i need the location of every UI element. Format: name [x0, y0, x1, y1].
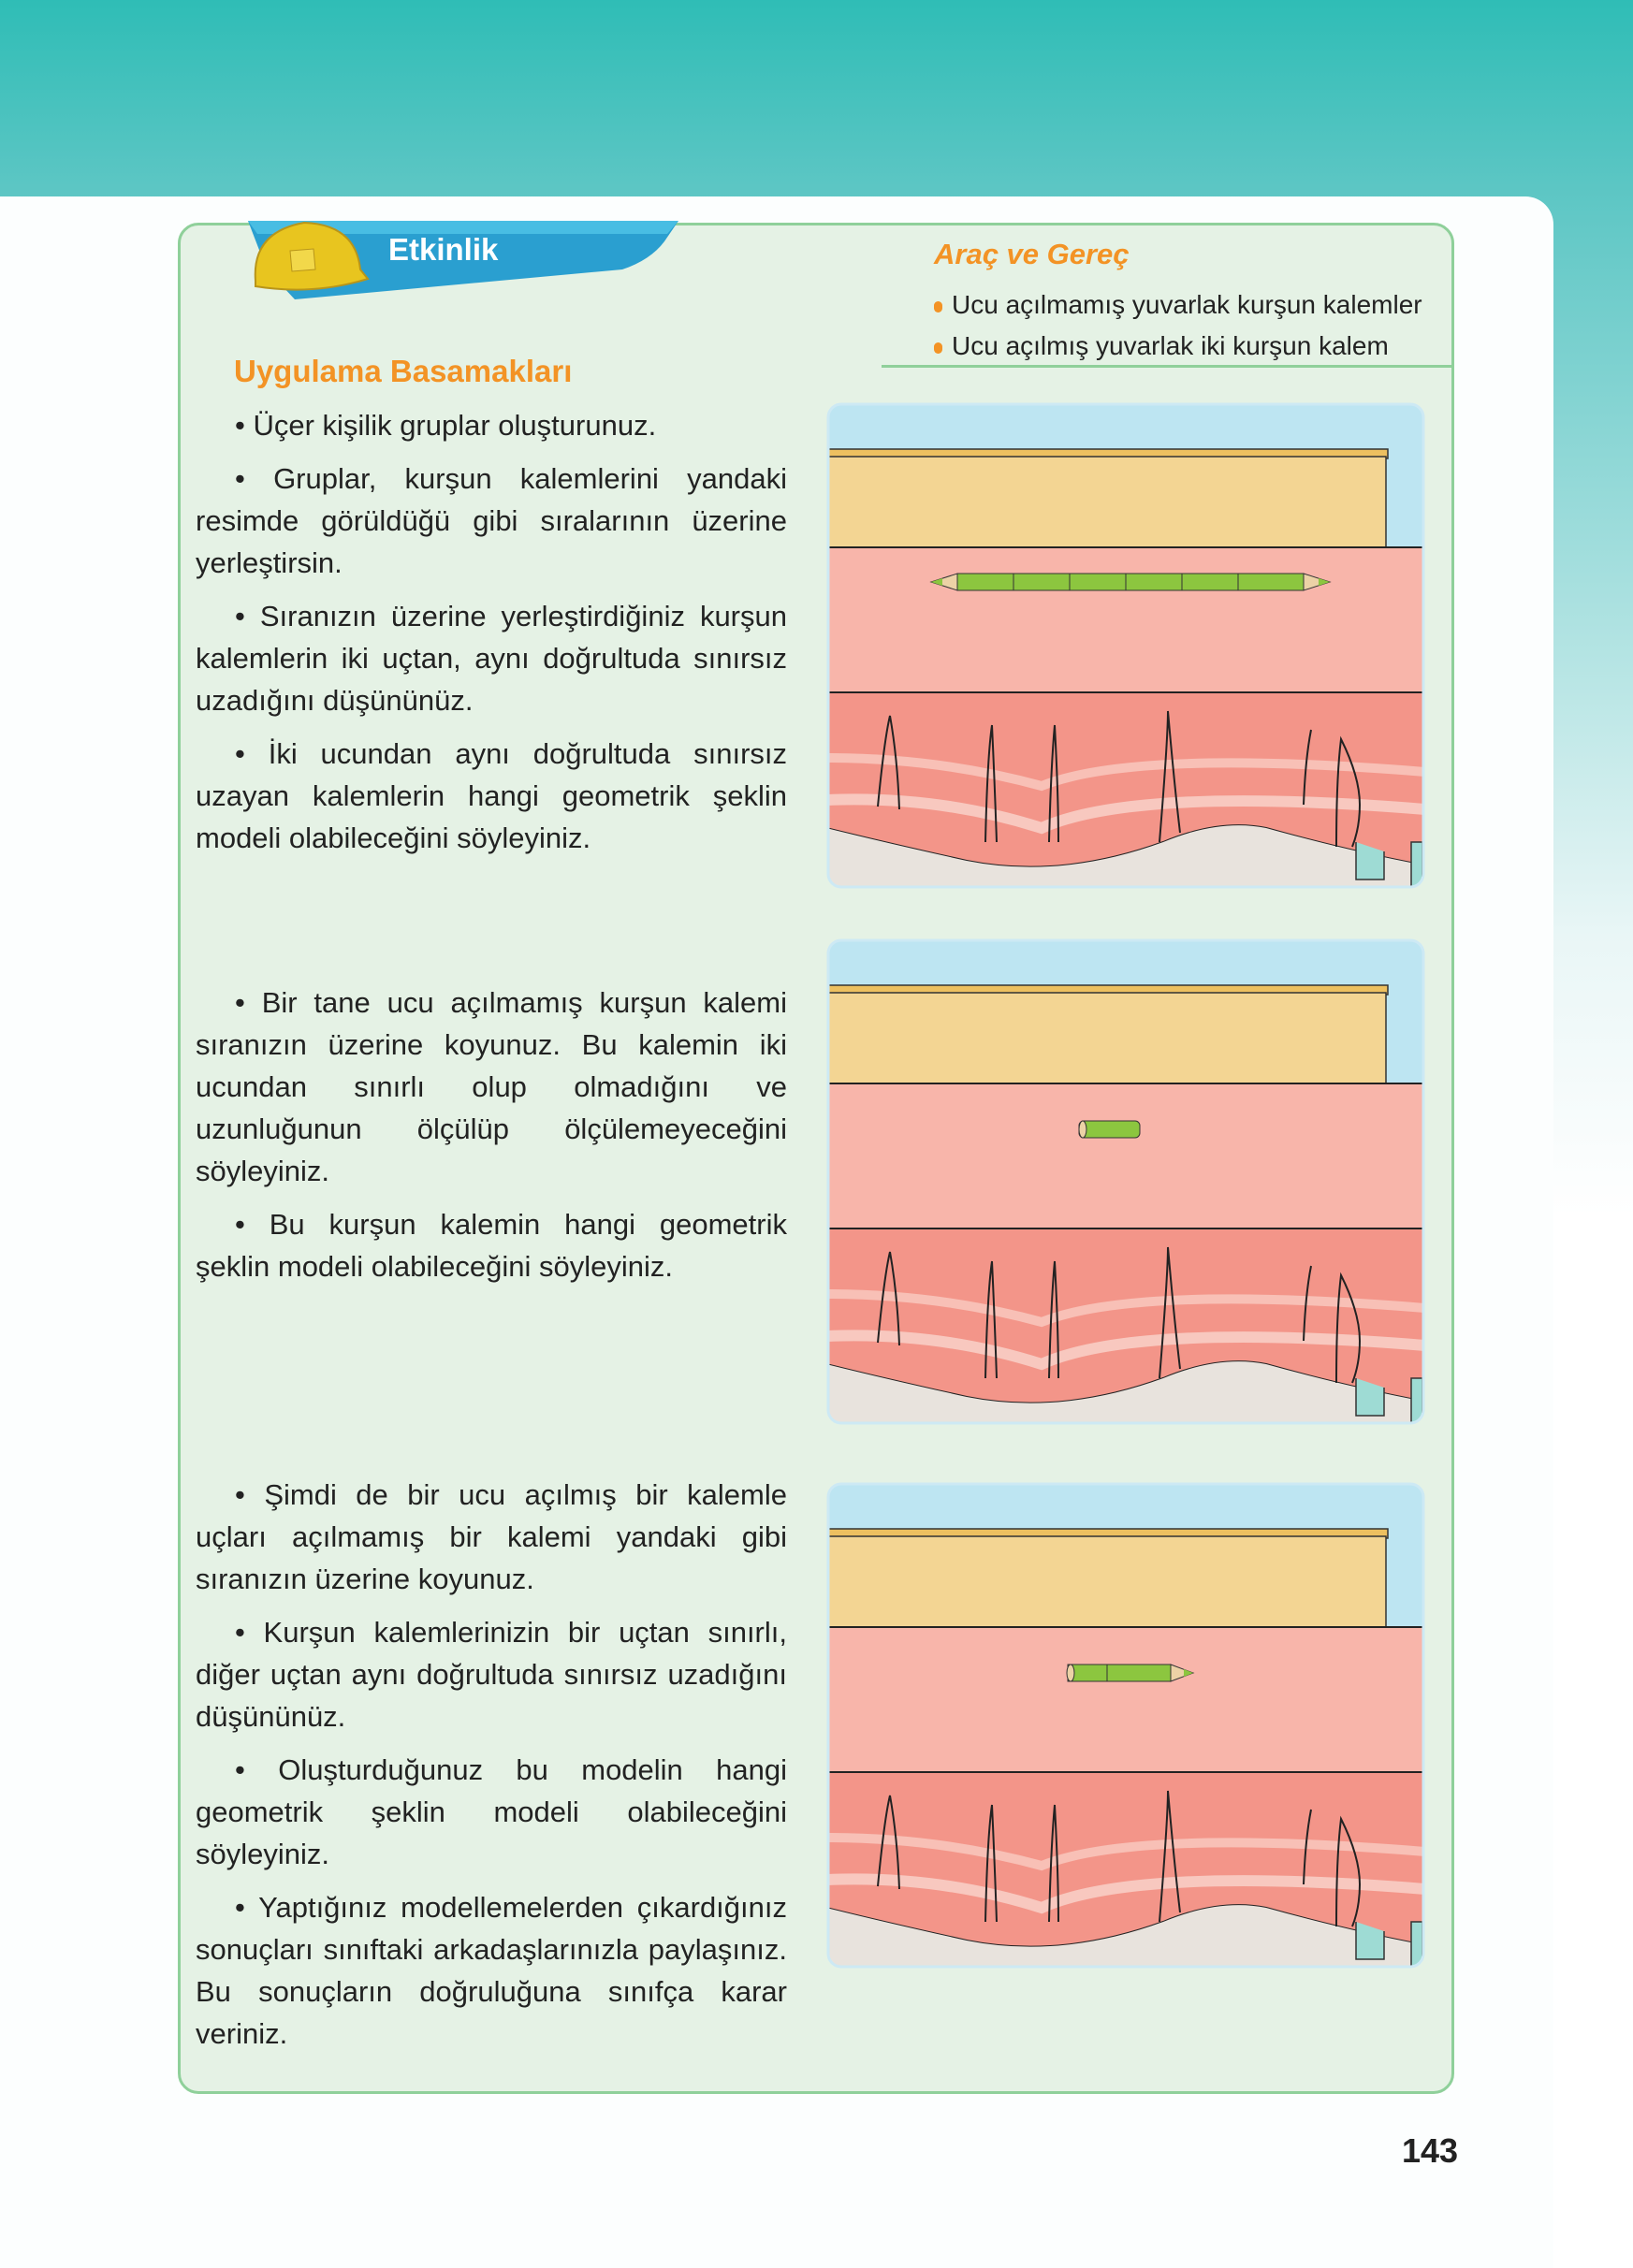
step: • Yaptığınız modellemelerden çıkardığınız sonuçları sınıftaki arkadaşlarınızla paylaşınız. Bu sonuçların doğruluğuna sınıfça karar veriniz.	[196, 1886, 787, 2055]
desk-illustration-3	[826, 1482, 1425, 1969]
desk-cloth	[826, 692, 1425, 867]
banner-label: Etkinlik	[388, 232, 499, 267]
tools-list	[934, 284, 1422, 367]
step: • Üçer kişilik gruplar oluşturunuz.	[196, 404, 787, 446]
steps-group-1	[196, 404, 787, 870]
page-number: 143	[1402, 2131, 1459, 2170]
steps-group-3	[196, 1474, 787, 2066]
step: • Oluşturduğunuz bu modelin hangi geometrik şeklin modeli olabileceğini söyleyiniz.	[196, 1749, 787, 1875]
pencil-both-ends-sharpened	[931, 574, 1330, 590]
step: • Gruplar, kurşun kalemlerini yandaki resimde görüldüğü gibi sıralarının üzerine yerleştirsin.	[196, 458, 787, 584]
step: • Bir tane ucu açılmamış kurşun kalemi sıranızın üzerine koyunuz. Bu kalemin iki ucundan sınırlı olup olmadığını ve uzunluğunun ölçülüp ölçülemeyeceğini söyleyiniz.	[196, 981, 787, 1192]
step: • Şimdi de bir ucu açılmış bir kalemle uçları açılmamış bir kalemi yandaki gibi sıranızın üzerine koyunuz.	[196, 1474, 787, 1600]
bullet-icon	[934, 342, 942, 354]
tools-item-text: Ucu açılmış yuvarlak iki kurşun kalem	[952, 331, 1389, 360]
step: • Sıranızın üzerine yerleştirdiğiniz kurşun kalemlerin iki uçtan, aynı doğrultuda sınırsız uzadığını düşününüz.	[196, 595, 787, 721]
tools-item	[934, 326, 1422, 367]
desk-illustration-2	[826, 938, 1425, 1425]
step: • Kurşun kalemlerinizin bir uçtan sınırlı, diğer uçtan aynı doğrultuda sınırsız uzadığını düşününüz.	[196, 1611, 787, 1737]
book	[826, 993, 1386, 1084]
divider	[882, 365, 1452, 368]
step: • İki ucundan aynı doğrultuda sınırsız uzayan kalemlerin hangi geometrik şeklin modeli olabileceğini söyleyiniz.	[196, 733, 787, 859]
desk-top	[826, 547, 1425, 692]
desk-cloth	[826, 1772, 1425, 1947]
pencil-one-end-sharpened	[1067, 1665, 1193, 1681]
desk-cloth	[826, 1228, 1425, 1403]
book	[826, 457, 1386, 548]
steps-title: Uygulama Basamakları	[234, 354, 573, 388]
pencil-unsharpened	[1079, 1121, 1140, 1138]
tools-item	[934, 284, 1422, 326]
desk-illustration-1	[826, 402, 1425, 889]
book	[826, 1536, 1386, 1628]
bullet-icon	[934, 301, 942, 313]
desk-top	[826, 1627, 1425, 1772]
steps-group-2	[196, 981, 787, 1299]
desk-top	[826, 1083, 1425, 1228]
tools-title: Araç ve Gereç	[934, 238, 1130, 270]
step: • Bu kurşun kalemin hangi geometrik şeklin modeli olabileceğini söyleyiniz.	[196, 1203, 787, 1287]
tools-item-text: Ucu açılmamış yuvarlak kurşun kalemler	[952, 290, 1422, 319]
